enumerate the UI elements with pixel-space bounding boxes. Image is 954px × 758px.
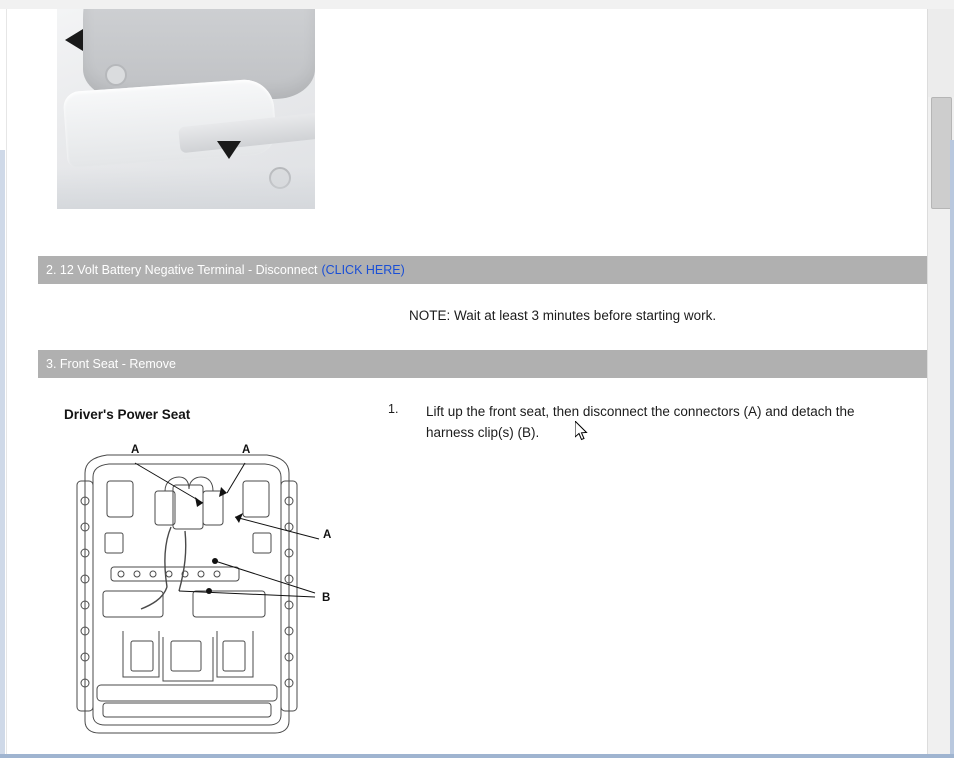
figure-label-a-right: A bbox=[323, 529, 332, 541]
seat-diagram-svg bbox=[67, 441, 337, 741]
front-seat-photo-illustration bbox=[57, 9, 315, 209]
figure-label-b-right: B bbox=[322, 592, 331, 604]
power-seat-line-diagram bbox=[67, 441, 337, 741]
arrow-down-icon bbox=[217, 141, 241, 159]
scrollbar-thumb[interactable] bbox=[931, 97, 952, 209]
document-page bbox=[7, 9, 928, 758]
left-edge-accent bbox=[0, 150, 5, 758]
section-title: 3. Front Seat - Remove bbox=[46, 357, 176, 371]
step-number: 1. bbox=[388, 402, 399, 416]
photo-shadow bbox=[57, 167, 315, 209]
arrow-left-icon bbox=[65, 29, 83, 51]
cursor-arrow-icon bbox=[575, 421, 589, 441]
step-text: Lift up the front seat, then disconnect the connectors (A) and detach the harness clip(s) (B). bbox=[426, 404, 855, 440]
right-edge-accent bbox=[950, 140, 954, 758]
scrollbar-track-upper[interactable] bbox=[928, 9, 954, 97]
bolt-icon bbox=[105, 64, 127, 86]
section-header-battery-disconnect bbox=[38, 256, 928, 284]
note-text: NOTE: Wait at least 3 minutes before starting work. bbox=[409, 308, 717, 323]
figure-label-a-top-left: A bbox=[131, 444, 140, 456]
section-title: 2. 12 Volt Battery Negative Terminal - Disconnect bbox=[46, 263, 318, 277]
section-header-front-seat-remove bbox=[38, 350, 928, 378]
bottom-edge-accent bbox=[0, 754, 954, 758]
figure-label-a-top-right: A bbox=[242, 444, 251, 456]
subheading-drivers-power-seat: Driver's Power Seat bbox=[64, 407, 191, 422]
click-here-link[interactable]: (CLICK HERE) bbox=[321, 263, 405, 277]
